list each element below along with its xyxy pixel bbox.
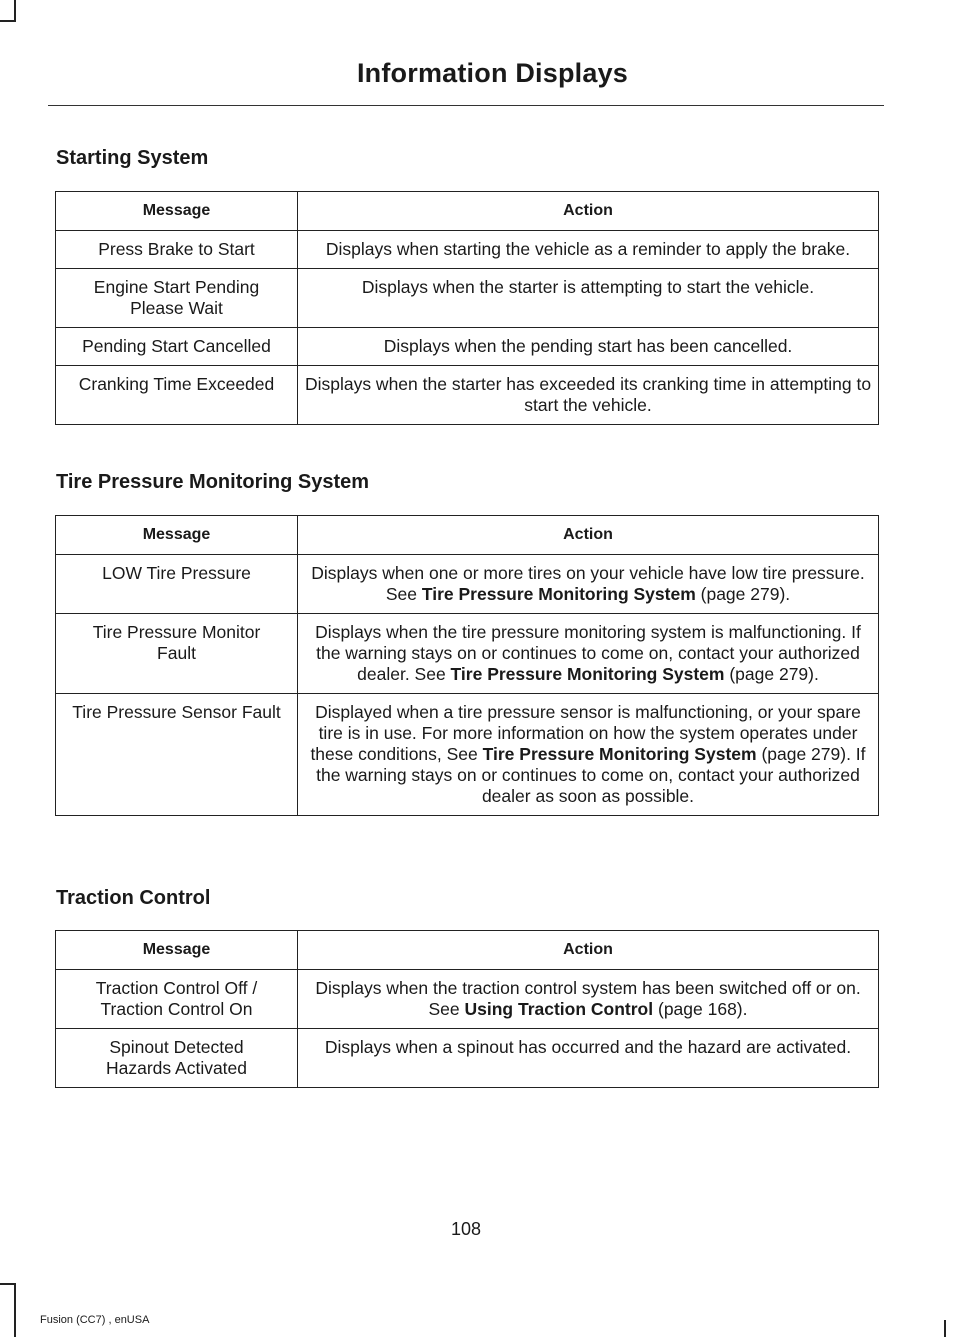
crop-mark-top-left <box>14 0 16 22</box>
page-reference: (page 279). <box>695 584 791 604</box>
message-cell: Pending Start Cancelled <box>56 328 298 366</box>
action-text: Displays when the traction control system has been switched off or on. See <box>315 978 861 1019</box>
action-cell: Displays when the starter has exceeded its cranking time in attempting to start the vehicle. <box>298 366 879 425</box>
message-cell: Cranking Time Exceeded <box>56 366 298 425</box>
tire-pressure-table <box>55 515 879 816</box>
message-cell: Spinout Detected Hazards Activated <box>56 1029 298 1088</box>
column-header-action: Action <box>298 192 879 231</box>
message-cell: Engine Start Pending Please Wait <box>56 269 298 328</box>
column-header-message: Message <box>56 516 298 555</box>
action-cell: Displays when the starter is attempting to start the vehicle. <box>298 269 879 328</box>
cross-reference-link[interactable]: Tire Pressure Monitoring System <box>421 584 696 604</box>
traction-control-table <box>55 930 879 1088</box>
message-cell: Press Brake to Start <box>56 231 298 269</box>
crop-mark-bottom-left <box>14 1283 16 1337</box>
section-heading-starting-system: Starting System <box>56 147 209 169</box>
action-text: Displays when one or more tires on your vehicle have low tire pressure. See <box>311 563 865 604</box>
table-row <box>56 328 879 366</box>
action-cell <box>298 694 879 816</box>
action-cell: Displays when the pending start has been cancelled. <box>298 328 879 366</box>
table-row <box>56 1029 879 1088</box>
page-reference: (page 168). <box>653 999 748 1019</box>
column-header-action: Action <box>298 931 879 970</box>
column-header-message: Message <box>56 192 298 231</box>
action-cell <box>298 970 879 1029</box>
table-row <box>56 269 879 328</box>
page-title: Information Displays <box>356 58 628 88</box>
table-row <box>56 231 879 269</box>
message-cell: Tire Pressure Sensor Fault <box>56 694 298 816</box>
table-row <box>56 555 879 614</box>
action-text: Displays when the tire pressure monitoring system is malfunctioning. If the warning stays on or continues to come on, contact your authorized dealer. See <box>315 622 861 684</box>
message-cell: Tire Pressure Monitor Fault <box>56 614 298 694</box>
cross-reference-link[interactable]: Tire Pressure Monitoring System <box>482 744 757 764</box>
table-header-row <box>56 192 879 231</box>
column-header-message: Message <box>56 931 298 970</box>
section-heading-traction-control: Traction Control <box>56 887 211 909</box>
action-cell <box>298 555 879 614</box>
action-cell: Displays when a spinout has occurred and the hazard are activated. <box>298 1029 879 1088</box>
table-row <box>56 694 879 816</box>
table-row <box>56 614 879 694</box>
column-header-action: Action <box>298 516 879 555</box>
table-header-row <box>56 931 879 970</box>
cross-reference-link[interactable]: Tire Pressure Monitoring System <box>450 664 725 684</box>
crop-mark-bottom-left <box>0 1283 16 1285</box>
action-cell: Displays when starting the vehicle as a reminder to apply the brake. <box>298 231 879 269</box>
page-reference: (page 279). <box>724 664 819 684</box>
section-heading-tire-pressure: Tire Pressure Monitoring System <box>56 471 370 493</box>
starting-system-table <box>55 191 879 425</box>
message-cell: LOW Tire Pressure <box>56 555 298 614</box>
action-text: (page 279). If the warning stays on or continues to come on, contact your authorized dealer as soon as possible. <box>316 744 866 806</box>
table-row <box>56 366 879 425</box>
action-cell <box>298 614 879 694</box>
crop-mark-bottom-right <box>944 1320 946 1337</box>
table-row <box>56 970 879 1029</box>
crop-mark-top-left <box>0 20 16 22</box>
table-header-row <box>56 516 879 555</box>
header-divider <box>48 105 884 106</box>
document-id: Fusion (CC7) , enUSA <box>40 1314 150 1326</box>
cross-reference-link[interactable]: Using Traction Control <box>464 999 654 1019</box>
action-text: Displayed when a tire pressure sensor is malfunctioning, or your spare tire is in use. For more information on how the system operates under these conditions, See <box>310 702 861 764</box>
page-number: 108 <box>450 1219 482 1239</box>
message-cell: Traction Control Off / Traction Control On <box>56 970 298 1029</box>
